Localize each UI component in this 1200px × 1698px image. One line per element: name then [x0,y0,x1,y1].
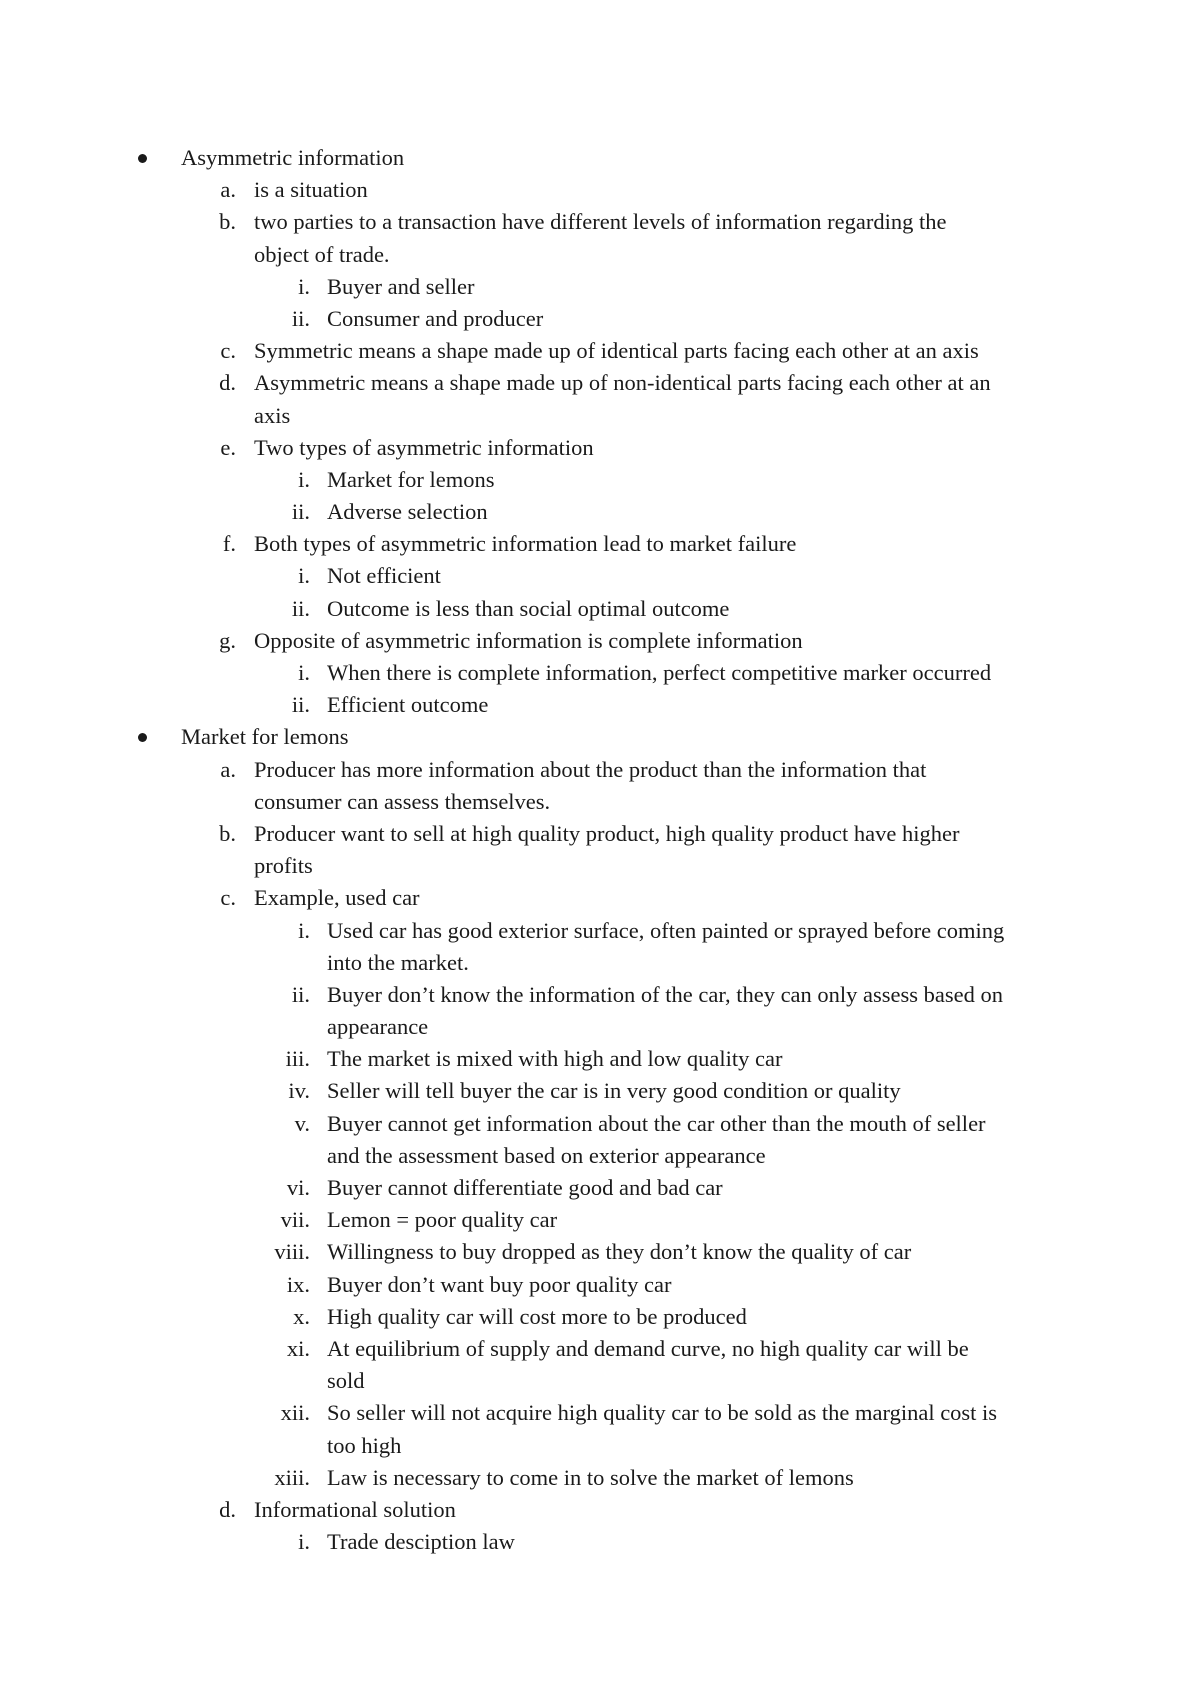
list-marker: viii. [274,1239,310,1265]
bullet-dot-icon [138,154,147,163]
sub-item [0,754,1200,786]
list-marker: i. [298,563,310,589]
list-item-text: Efficient outcome [327,692,489,718]
list-item-text: Symmetric means a shape made up of identical parts facing each other at an axis [254,338,979,364]
list-item-text: Outcome is less than social optimal outcome [327,595,730,621]
list-item-text: Law is necessary to come in to solve the market of lemons [327,1464,854,1490]
list-marker: i. [298,660,310,685]
list-marker: x. [293,1303,310,1329]
list-marker: ii. [291,595,310,621]
sub-sub-item [0,915,1200,947]
list-marker: i. [298,466,310,492]
list-item-text: Buyer cannot get information about the car other than the mouth of seller [327,1110,986,1136]
list-item-text: Two types of asymmetric information [254,434,594,460]
list-item-text: two parties to a transaction have different levels of information regarding the [254,209,947,235]
list-item-text: Buyer and seller [327,273,475,299]
bullet-icon [138,142,158,174]
sub-sub-item [0,271,1200,303]
sub-sub-item [0,689,1200,721]
list-item-text: consumer can assess themselves. [254,788,551,814]
list-item-text: Market for lemons [327,466,495,492]
sub-item [0,432,1200,464]
bullet-item [0,142,1200,174]
list-item-text: At equilibrium of supply and demand curve, no high quality car will be [327,1335,969,1361]
list-marker: g. [219,627,236,653]
list-item-text: into the market. [327,949,469,975]
list-item-text: Asymmetric means a shape made up of non-identical parts facing each other at an [254,370,991,396]
list-item-text: The market is mixed with high and low quality car [327,1046,783,1072]
list-marker: c. [220,885,236,911]
list-marker: ii. [291,981,310,1007]
list-item-text: High quality car will cost more to be produced [327,1303,747,1329]
bullet-dot-icon [138,733,147,742]
sub-item [0,400,1200,432]
sub-item [0,174,1200,206]
list-item-text: profits [254,853,313,879]
list-marker: d. [219,370,236,396]
sub-item [0,818,1200,850]
list-item-text: So seller will not acquire high quality car to be sold as the marginal cost is [327,1400,998,1426]
sub-sub-item [0,464,1200,496]
list-item-text: Informational solution [254,1496,456,1522]
list-item-text: object of trade. [254,241,390,267]
list-item-text: Buyer don’t want buy poor quality car [327,1271,672,1297]
list-marker: ii. [291,499,310,525]
bullet-icon [138,721,158,753]
list-item-text: Market for lemons [181,724,349,750]
list-item-text: Opposite of asymmetric information is complete information [254,627,803,653]
list-marker: b. [219,820,236,846]
document-page [0,142,1200,1558]
list-item-text: Producer has more information about the product than the information that [254,756,927,782]
sub-sub-item [0,979,1200,1011]
list-marker: ix. [286,1271,310,1297]
list-item-text: Buyer don’t know the information of the car, they can only assess based on [327,981,1004,1007]
list-item-text: too high [327,1432,402,1458]
sub-sub-item [0,1108,1200,1140]
list-marker: ii. [291,692,310,718]
sub-sub-item [0,657,1200,689]
list-marker: i. [298,1529,310,1555]
list-marker: xi. [286,1335,310,1361]
sub-sub-item [0,1140,1200,1172]
sub-sub-item [0,1365,1200,1397]
sub-sub-item [0,1204,1200,1236]
sub-sub-item [0,496,1200,528]
list-item-text: sold [327,1368,365,1394]
list-marker: d. [219,1496,236,1522]
sub-sub-item [0,1269,1200,1301]
list-marker: i. [298,917,310,943]
list-item-text: Consumer and producer [327,305,544,331]
sub-sub-item [0,947,1200,979]
sub-item [0,367,1200,399]
list-marker: a. [220,756,236,782]
sub-sub-item [0,560,1200,592]
list-item-text: appearance [327,1014,429,1040]
list-item-text: Producer want to sell at high quality product, high quality product have higher [254,820,960,846]
list-item-text: and the assessment based on exterior appearance [327,1142,766,1168]
list-item-text: Not efficient [327,563,441,589]
sub-item [0,1494,1200,1526]
sub-item [0,335,1200,367]
sub-item [0,625,1200,657]
list-item-text: Adverse selection [327,499,488,525]
sub-item [0,528,1200,560]
sub-item [0,239,1200,271]
sub-sub-item [0,1172,1200,1204]
list-item-text: When there is complete information, perfect competitive marker occurred [327,660,992,685]
list-item-text: Lemon = poor quality car [327,1207,558,1233]
list-item-text: is a situation [254,177,368,203]
list-item-text: Trade desciption law [327,1529,515,1555]
sub-sub-item [0,1333,1200,1365]
sub-sub-item [0,303,1200,335]
list-item-text: axis [254,402,291,428]
sub-item [0,850,1200,882]
list-item-text: Example, used car [254,885,420,911]
sub-item [0,786,1200,818]
list-item-text: Both types of asymmetric information lead to market failure [254,531,797,557]
list-marker: iii. [285,1046,310,1072]
sub-sub-item [0,1011,1200,1043]
sub-sub-item [0,1043,1200,1075]
list-marker: xiii. [274,1464,310,1490]
list-item-text: Buyer cannot differentiate good and bad car [327,1175,723,1200]
list-marker: f. [222,531,236,557]
sub-sub-item [0,593,1200,625]
list-marker: i. [298,273,310,299]
list-marker: ii. [291,305,310,331]
list-marker: v. [294,1110,310,1136]
list-marker: e. [220,434,236,460]
list-marker: xii. [280,1400,310,1426]
sub-sub-item [0,1430,1200,1462]
sub-sub-item [0,1397,1200,1429]
list-item-text: Asymmetric information [181,145,405,170]
list-marker: a. [220,177,236,203]
sub-sub-item [0,1301,1200,1333]
list-marker: vii. [280,1207,310,1233]
list-marker: iv. [288,1078,310,1104]
list-item-text: Willingness to buy dropped as they don’t know the quality of car [327,1239,912,1265]
list-item-text: Used car has good exterior surface, often painted or sprayed before coming [327,917,1005,943]
sub-sub-item [0,1462,1200,1494]
sub-item [0,206,1200,238]
list-marker: c. [220,338,236,364]
sub-item [0,882,1200,914]
list-marker: b. [219,209,236,235]
sub-sub-item [0,1236,1200,1268]
list-marker: vi. [286,1175,310,1200]
sub-sub-item [0,1526,1200,1558]
list-item-text: Seller will tell buyer the car is in very good condition or quality [327,1078,901,1104]
sub-sub-item [0,1075,1200,1107]
bullet-item [0,721,1200,753]
